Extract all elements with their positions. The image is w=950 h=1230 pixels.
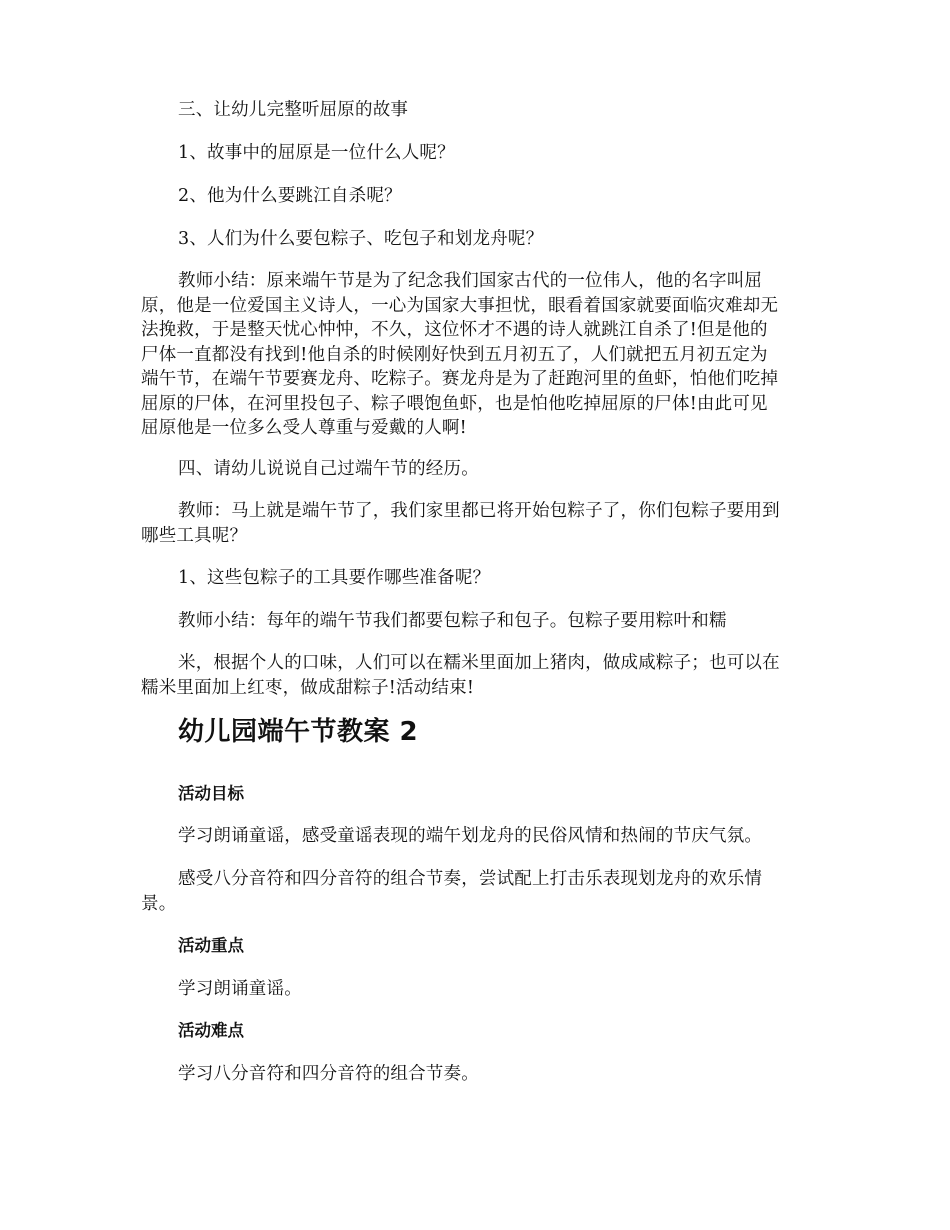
question-2: 2、他为什么要跳江自杀呢？: [178, 186, 402, 206]
question-3: 3、人们为什么要包粽子、吃包子和划龙舟呢？: [178, 229, 544, 249]
teacher-summary-1: [141, 269, 778, 441]
goals-heading: 活动目标: [178, 784, 244, 803]
lesson2-title: 幼儿园端午节教案 2: [178, 717, 419, 747]
summary-line: 糯米里面加上红枣，做成甜粽子!活动结束!: [141, 677, 475, 698]
summary-line: 原，他是一位爱国主义诗人，一心为国家大事担忧，眼看着国家就要面临灾难却无: [141, 295, 779, 316]
summary-line: 教师小结：原来端午节是为了纪念我们国家古代的一位伟人，他的名字叫屈: [178, 271, 763, 291]
section3-heading: 三、让幼儿完整听屈原的故事: [178, 100, 409, 120]
goal-2: [141, 867, 762, 916]
difficulty-text: 学习八分音符和四分音符的组合节奏。: [178, 1064, 479, 1084]
teacher-paragraph: [141, 499, 780, 548]
goal-line: 感受八分音符和四分音符的组合节奏，尝试配上打击乐表现划龙舟的欢乐情: [178, 869, 763, 889]
teacher-line: 哪些工具呢？: [141, 525, 248, 546]
summary-line: 法挽救，于是整天忧心忡忡，不久，这位怀才不遇的诗人就跳江自杀了!但是他的: [141, 320, 768, 340]
summary-continuation: [141, 651, 780, 700]
key-text: 学习朗诵童谣。: [178, 979, 302, 999]
summary-line: 端午节，在端午节要赛龙舟、吃粽子。赛龙舟是为了赶跑河里的鱼虾，怕他们吃掉: [141, 369, 779, 389]
summary-line: 尸体一直都没有找到!他自杀的时候刚好快到五月初五了，人们就把五月初五定为: [141, 344, 768, 365]
difficulty-heading: 活动难点: [178, 1021, 244, 1040]
teacher-line: 教师：马上就是端午节了，我们家里都已将开始包粽子了，你们包粽子要用到: [178, 501, 780, 521]
summary-line: 米，根据个人的口味，人们可以在糯米里面加上猪肉，做成咸粽子；也可以在: [178, 653, 780, 673]
goal-line: 景。: [141, 893, 177, 914]
section4-heading: 四、请幼儿说说自己过端午节的经历。: [178, 459, 479, 479]
teacher-summary-2: 教师小结：每年的端午节我们都要包粽子和包子。包粽子要用粽叶和糯: [178, 611, 727, 631]
summary-line: 屈原的尸体，在河里投包子、粽子喂饱鱼虾，也是怕他吃掉屈原的尸体!由此可见: [141, 393, 768, 414]
section4-question: 1、这些包粽子的工具要作哪些准备呢？: [178, 568, 491, 588]
key-heading: 活动重点: [178, 936, 244, 955]
question-1: 1、故事中的屈原是一位什么人呢？: [178, 143, 455, 163]
summary-line: 屈原他是一位多么受人尊重与爱戴的人啊!: [141, 418, 467, 438]
goal-1: 学习朗诵童谣，感受童谣表现的端午划龙舟的民俗风情和热闹的节庆气氛。: [178, 826, 763, 846]
